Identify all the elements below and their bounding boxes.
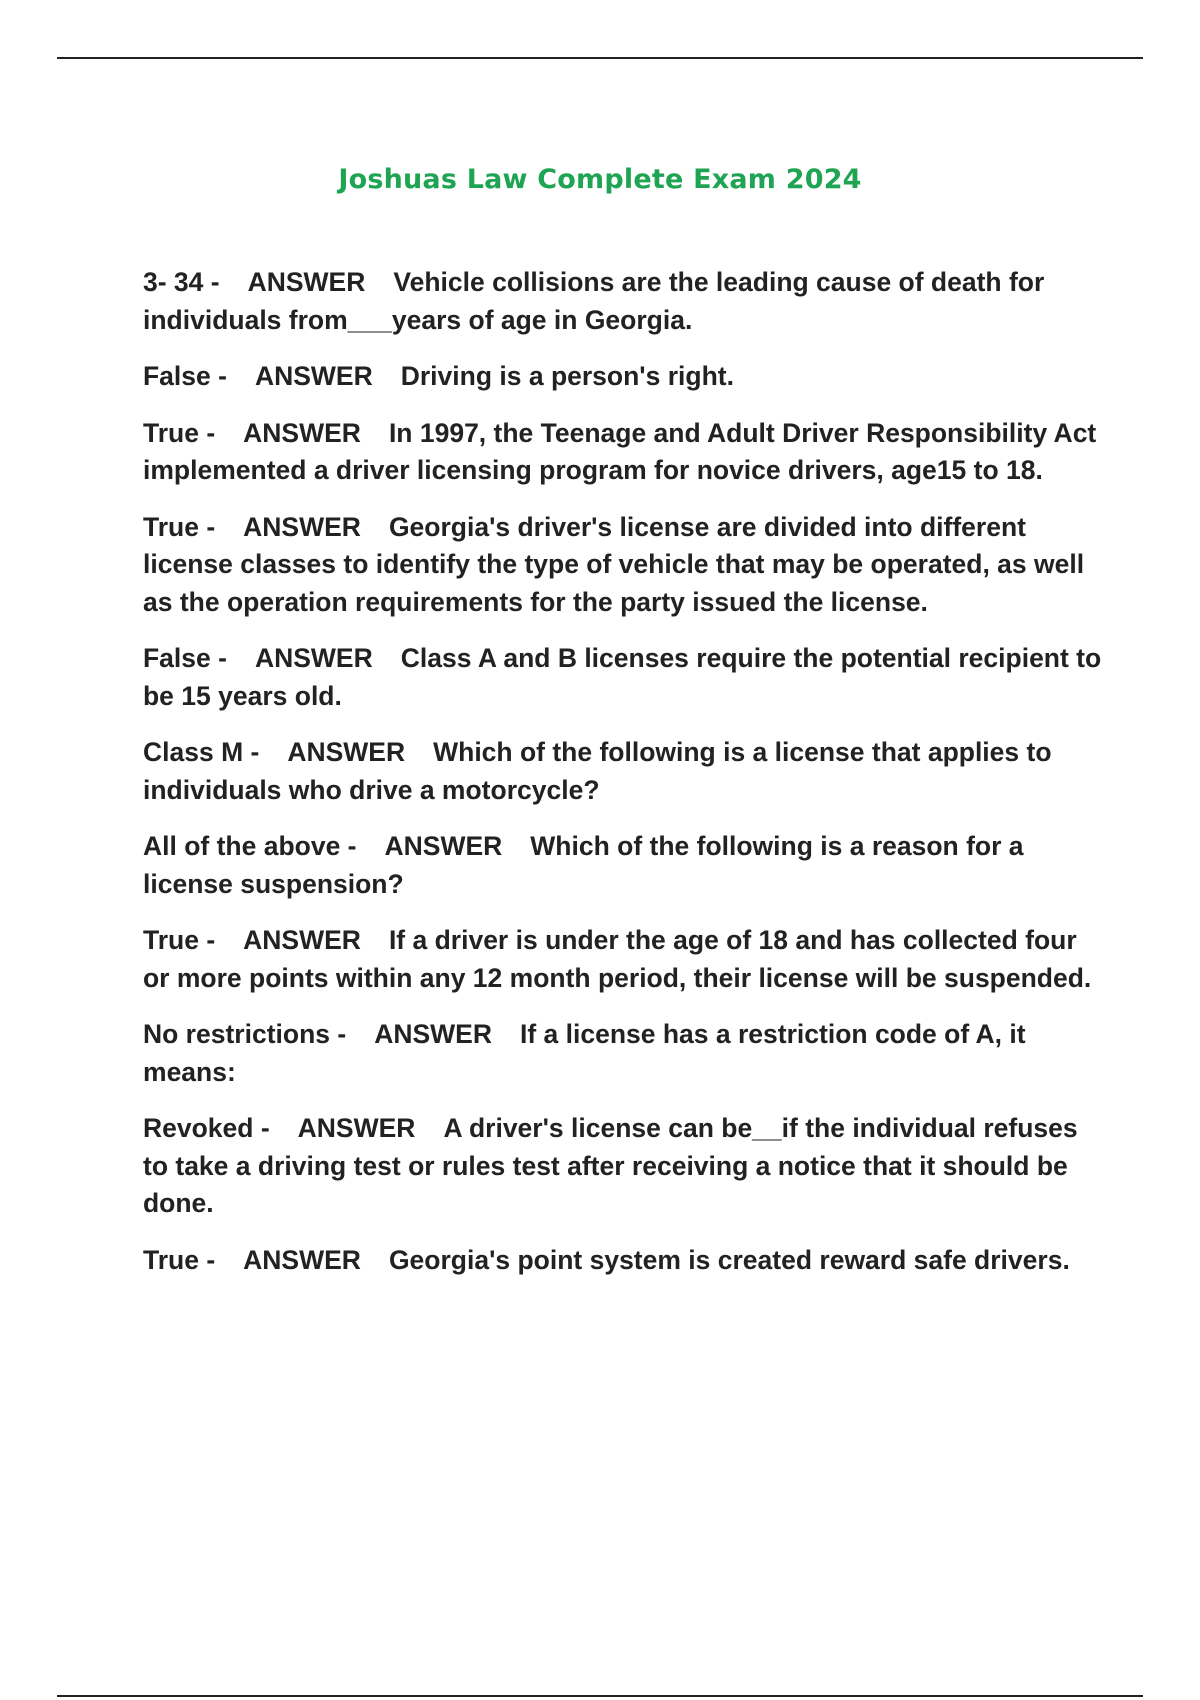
qa-question: In 1997, the Teenage and Adult Driver Responsibility Act implemented a driver licensing program for novice drivers, age15 to 18. — [143, 417, 1104, 485]
qa-item — [143, 640, 1109, 715]
qa-answer: True — [143, 511, 199, 542]
qa-question: If a license has a restriction code of A, it means: — [143, 1019, 1033, 1087]
qa-answer: Class M — [143, 737, 244, 767]
qa-answer: Revoked — [143, 1113, 254, 1143]
qa-answer-label: ANSWER — [247, 267, 366, 297]
qa-answer-label: ANSWER — [243, 417, 361, 448]
qa-answer-label: ANSWER — [254, 643, 373, 673]
bottom-divider — [57, 1695, 1143, 1697]
qa-separator: - — [210, 361, 227, 391]
qa-answer-label: ANSWER — [243, 511, 361, 542]
page-title: Joshuas Law Complete Exam 2024 — [338, 164, 862, 196]
qa-answer-label: ANSWER — [374, 1019, 492, 1049]
qa-separator: - — [243, 737, 260, 767]
qa-answer: True — [143, 1244, 199, 1275]
qa-question: A driver's license can be__if the individual refuses to take a driving test or rules test after receiving a notice that it should be done. — [143, 1113, 1086, 1218]
qa-question: Which of the following is a license that applies to individuals who drive a motorcycle? — [143, 737, 1059, 805]
qa-answer-label: ANSWER — [384, 831, 503, 861]
qa-question: Georgia's driver's license are divided into different license classes to identify the type of vehicle that may be operated, as well as the operation requirements for the party issued the license. — [143, 511, 1092, 617]
top-divider — [57, 57, 1143, 59]
qa-answer-label: ANSWER — [243, 925, 361, 955]
qa-answer: False — [143, 361, 211, 391]
qa-item — [143, 922, 1103, 997]
qa-question: Which of the following is a reason for a license suspension? — [143, 831, 1031, 899]
qa-question: If a driver is under the age of 18 and has collected four or more points within any 12 month period, their license will be suspended. — [143, 925, 1092, 993]
qa-separator: - — [198, 417, 216, 448]
qa-item — [143, 734, 1103, 809]
qa-item — [143, 1110, 1103, 1223]
qa-item — [143, 264, 1103, 339]
qa-item — [143, 1242, 1103, 1280]
qa-separator: - — [340, 831, 357, 861]
qa-list — [143, 264, 1109, 1298]
qa-separator: - — [253, 1113, 270, 1143]
qa-answer: True — [143, 417, 199, 448]
qa-answer: All of the above — [143, 831, 341, 861]
qa-answer-label: ANSWER — [243, 1244, 361, 1275]
qa-separator: - — [198, 925, 216, 955]
qa-item — [143, 509, 1103, 622]
qa-answer: False — [143, 643, 211, 673]
qa-separator: - — [203, 267, 220, 297]
qa-separator: - — [330, 1019, 347, 1049]
qa-answer: No restrictions — [143, 1019, 331, 1049]
qa-answer: True — [143, 925, 199, 955]
qa-separator: - — [198, 1244, 216, 1275]
qa-separator: - — [198, 511, 216, 542]
qa-item — [143, 1016, 1103, 1091]
qa-item — [143, 358, 1103, 396]
qa-answer: 3- 34 — [143, 267, 204, 297]
qa-answer-label: ANSWER — [287, 737, 406, 767]
qa-question: Driving is a person's right. — [400, 361, 734, 391]
qa-separator: - — [210, 643, 227, 673]
qa-question: Georgia's point system is created reward safe drivers. — [388, 1244, 1070, 1275]
qa-item — [143, 415, 1103, 490]
qa-question: Vehicle collisions are the leading cause of death for individuals from___years of age in Georgia. — [143, 267, 1052, 335]
qa-question: Class A and B licenses require the potential recipient to be 15 years old. — [143, 643, 1109, 711]
qa-item — [143, 828, 1103, 903]
qa-answer-label: ANSWER — [297, 1113, 416, 1143]
qa-answer-label: ANSWER — [254, 361, 373, 391]
